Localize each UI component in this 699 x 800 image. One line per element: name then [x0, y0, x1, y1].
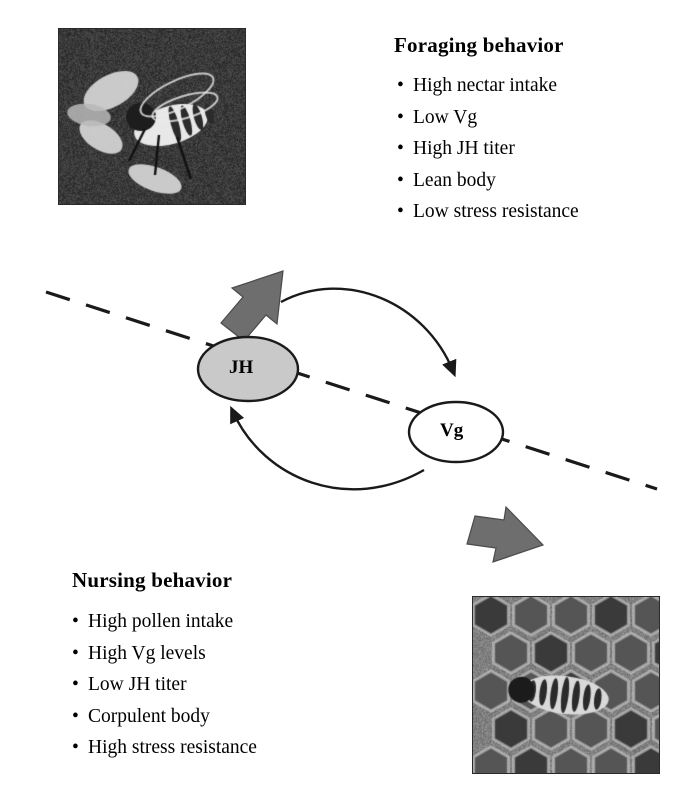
list-item [72, 732, 257, 764]
node-jh[interactable] [198, 337, 298, 401]
thick-arrow-up-left [221, 271, 283, 341]
bullet-glyph: • [397, 169, 404, 191]
list-item-label: High pollen intake [88, 611, 234, 632]
list-item [397, 102, 579, 134]
bullet-glyph: • [397, 106, 404, 128]
foraging-list [397, 70, 579, 228]
list-item [72, 606, 257, 638]
list-item-label: High Vg levels [88, 642, 206, 664]
nursing-title: Nursing behavior [72, 568, 233, 592]
bullet-glyph: • [397, 138, 404, 159]
bullet-glyph: • [72, 611, 79, 632]
nursing-list [72, 606, 257, 764]
thick-arrow-down-right [467, 507, 543, 562]
list-item-label: Low stress resistance [413, 201, 579, 222]
list-item [72, 638, 257, 670]
node-vg-label: Vg [440, 420, 464, 441]
curved-arrow-jh-to-vg [281, 289, 453, 371]
list-item [72, 701, 257, 733]
curved-arrow-vg-to-jh [233, 412, 424, 489]
list-item-label: High JH titer [413, 138, 515, 159]
bullet-glyph: • [72, 737, 79, 758]
node-vg[interactable] [409, 402, 503, 462]
dashed-diagonal-line [46, 292, 657, 489]
list-item-label: Corpulent body [88, 705, 210, 727]
bullet-glyph: • [397, 75, 404, 96]
list-item [397, 196, 579, 228]
bullet-glyph: • [72, 674, 79, 695]
node-jh-label: JH [229, 357, 254, 378]
foraging-title: Foraging behavior [394, 33, 564, 57]
list-item [397, 70, 579, 102]
list-item-label: Low Vg [413, 106, 478, 128]
list-item-label: High nectar intake [413, 75, 558, 96]
bullet-glyph: • [72, 642, 79, 664]
list-item-label: High stress resistance [88, 737, 257, 758]
list-item-label: Low JH titer [88, 674, 187, 695]
list-item-label: Lean body [413, 169, 496, 191]
bullet-glyph: • [72, 705, 79, 727]
list-item [397, 165, 579, 197]
list-item [397, 133, 579, 165]
bullet-glyph: • [397, 201, 404, 222]
list-item [72, 669, 257, 701]
